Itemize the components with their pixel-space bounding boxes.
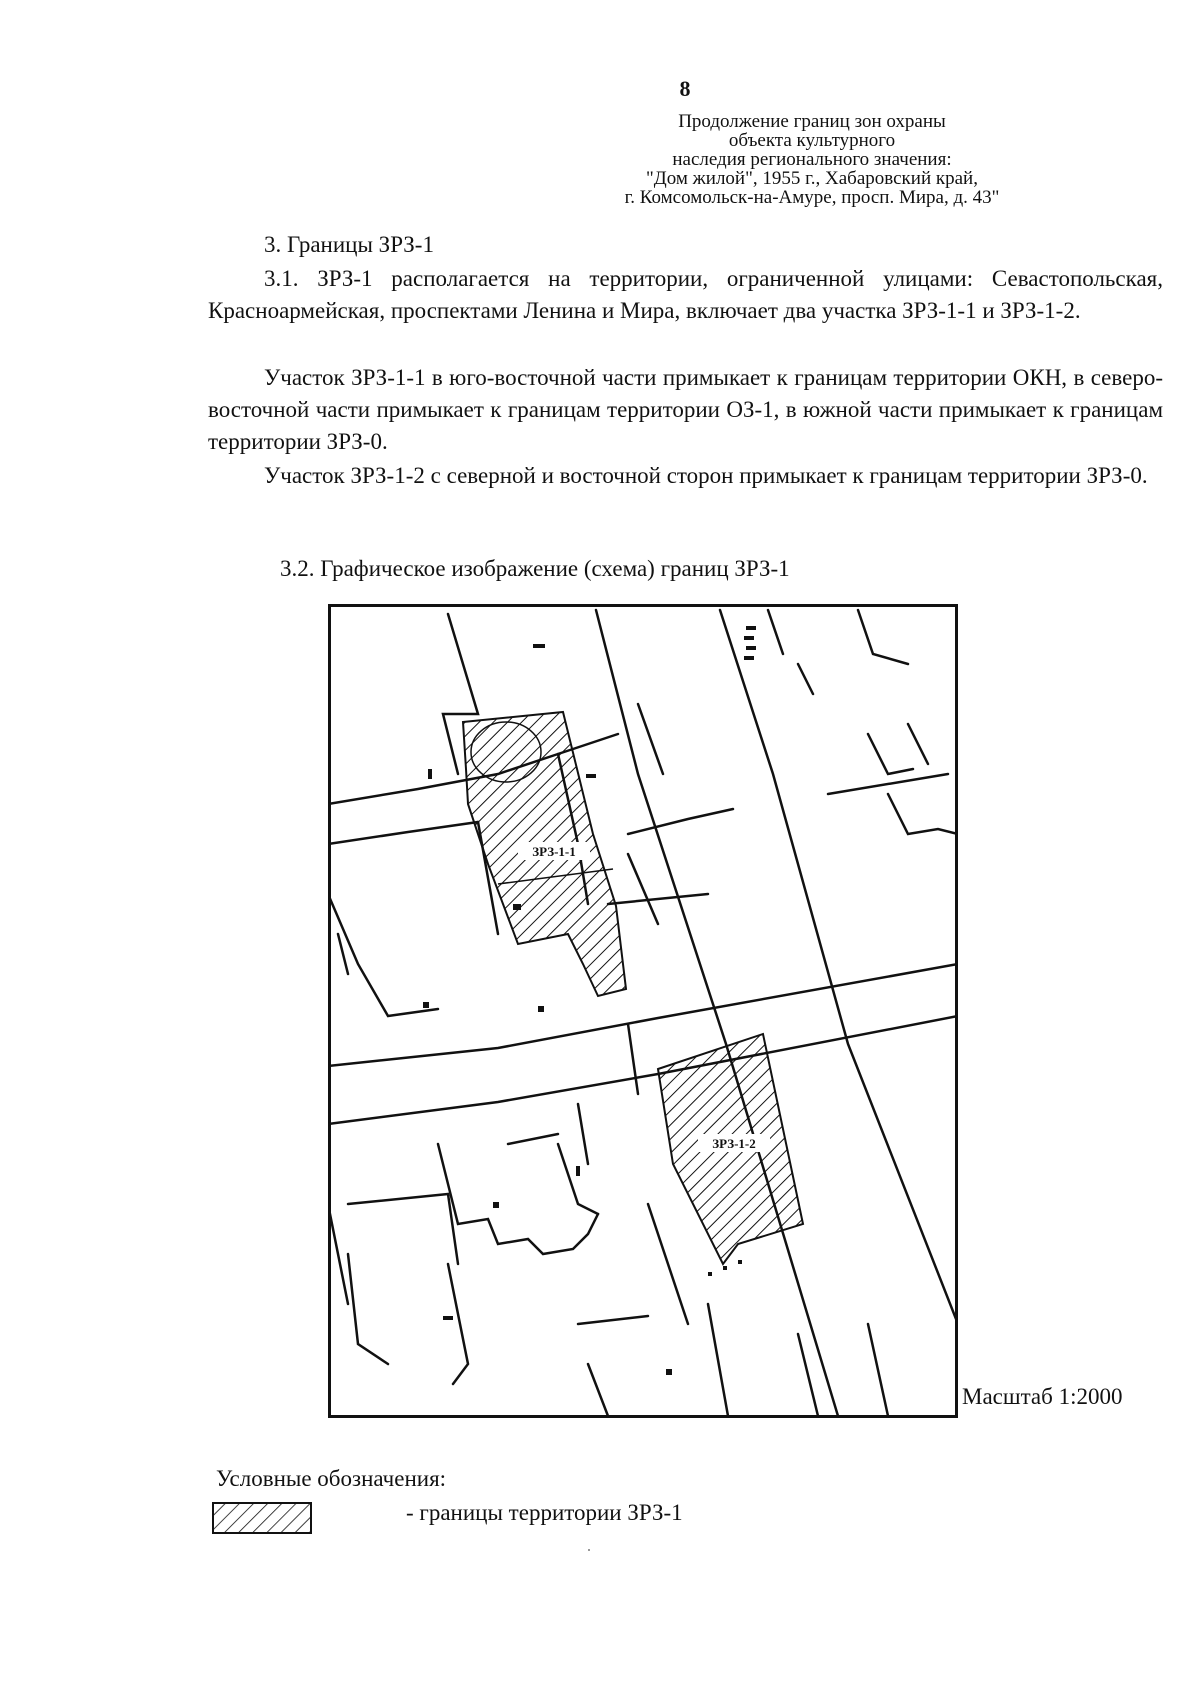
section-title: 3. Границы ЗРЗ-1 [264,232,434,257]
map-subtitle: 3.2. Графическое изображение (схема) границ ЗРЗ-1 [280,556,790,581]
paragraph-1-text: 3.1. ЗРЗ-1 располагается на территории, ограниченной улицами: Севастопольская, Красноармейская, проспектами Ленина и Мира, включает два участка ЗРЗ-1-1 и ЗРЗ-1-2. [208,266,1163,323]
page-number: 8 [679,76,691,101]
legend-title: Условные обозначения: [216,1466,447,1491]
map-scale: Масштаб 1:2000 [962,1384,1123,1409]
area-2-label: ЗРЗ-1-2 [712,1136,756,1151]
header-line: "Дом жилой", 1955 г., Хабаровский край, [646,168,978,189]
area-1-label: ЗРЗ-1-1 [532,844,576,859]
paragraph-3-text: Участок ЗРЗ-1-2 с северной и восточной сторон примыкает к границам территории ЗРЗ-0. [264,463,1148,488]
legend-item-text: - границы территории ЗРЗ-1 [406,1500,683,1525]
legend-hatch-swatch [212,1502,312,1534]
paragraph-1 [208,263,1163,327]
paragraph-2 [208,362,1163,458]
paragraph-3 [208,460,1163,492]
header-line: объекта культурного [728,130,896,151]
header-block [552,112,1072,207]
header-line: Продолжение границ зон охраны [678,111,946,132]
paragraph-2-text: Участок ЗРЗ-1-1 в юго-восточной части примыкает к границам территории ОКН, в северо-восточной части примыкает к границам территории ОЗ-1, в южной части примыкает к границам территории ЗРЗ-0. [208,365,1163,454]
header-line: наследия регионального значения: [672,149,952,170]
boundary-map [328,604,958,1418]
header-line: г. Комсомольск-на-Амуре, просп. Мира, д. 43" [624,187,1000,208]
stray-mark [588,1549,590,1551]
